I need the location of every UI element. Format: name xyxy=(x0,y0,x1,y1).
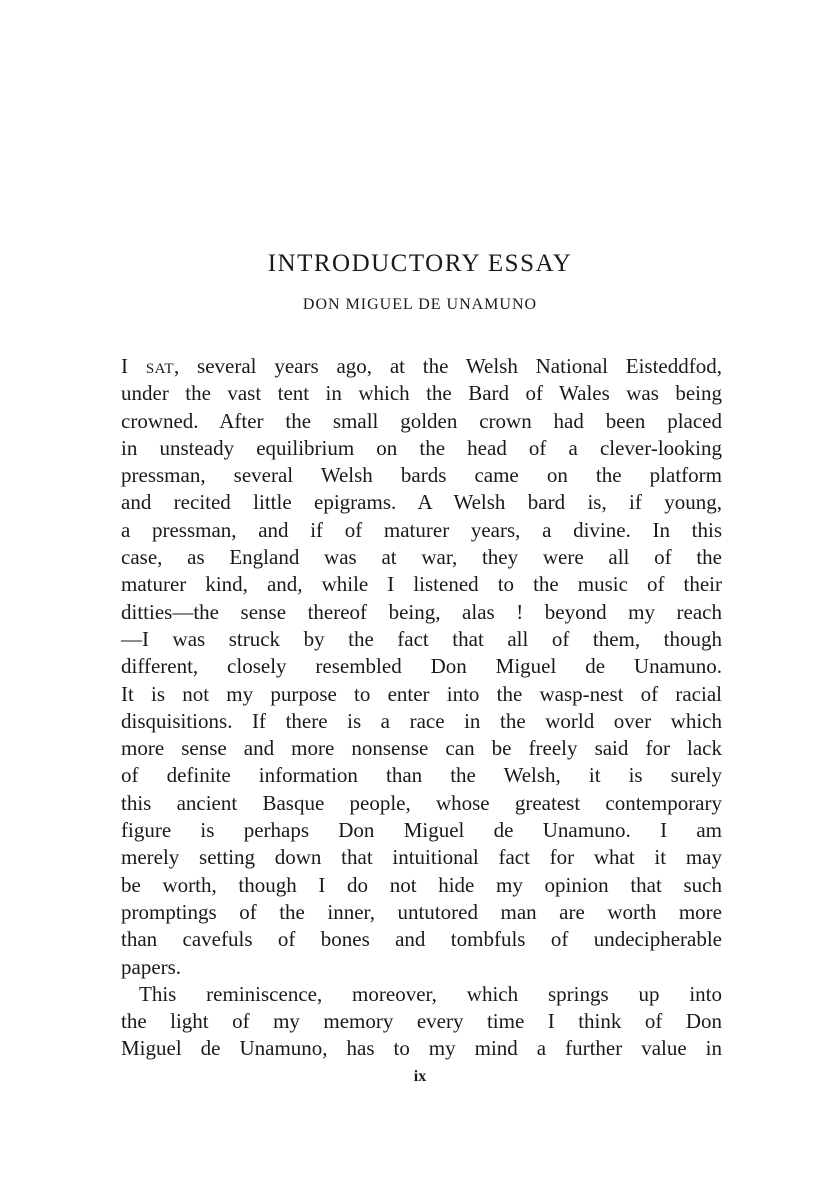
text-line: and recited little epigrams. A Welsh bard is, if young, xyxy=(121,490,722,515)
text-line: merely setting down that intuitional fact for what it may xyxy=(121,845,722,870)
text-line: this ancient Basque people, whose greatest contemporary xyxy=(121,790,722,815)
text-line: Miguel de Unamuno, has to my mind a further value in xyxy=(121,1036,722,1061)
text-line: the light of my memory every time I think of Don xyxy=(121,1009,722,1034)
essay-body xyxy=(121,353,722,1063)
text-line: —I was struck by the fact that all of them, though xyxy=(121,626,722,651)
page-title: INTRODUCTORY ESSAY xyxy=(267,250,573,277)
text-line: under the vast tent in which the Bard of Wales was being xyxy=(121,381,722,406)
text-line: be worth, though I do not hide my opinion that such xyxy=(121,872,722,897)
text-line: a pressman, and if of maturer years, a divine. In this xyxy=(121,517,722,542)
text-line: It is not my purpose to enter into the wasp-nest of racial xyxy=(121,681,722,706)
text-line: different, closely resembled Don Miguel de Unamuno. xyxy=(121,654,722,679)
text-line: case, as England was at war, they were all of the xyxy=(121,545,722,570)
text-line: ditties—the sense thereof being, alas ! beyond my reach xyxy=(121,599,722,624)
text-line-content: , several years ago, at the Welsh National Eisteddfod, xyxy=(174,354,722,378)
text-line: in unsteady equilibrium on the head of a clever-looking xyxy=(121,435,722,460)
first-word: I xyxy=(121,354,128,378)
text-line xyxy=(121,353,722,380)
page-number: ix xyxy=(413,1068,427,1085)
text-line: maturer kind, and, while I listened to the music of their xyxy=(121,572,722,597)
text-line: figure is perhaps Don Miguel de Unamuno. I am xyxy=(121,818,722,843)
small-caps-word: SAT xyxy=(145,361,174,377)
text-line: promptings of the inner, untutored man are worth more xyxy=(121,899,722,924)
text-line: than cavefuls of bones and tombfuls of undecipherable xyxy=(121,927,722,952)
text-line: disquisitions. If there is a race in the world over which xyxy=(121,708,722,733)
text-line: pressman, several Welsh bards came on the platform xyxy=(121,463,722,488)
text-line: This reminiscence, moreover, which springs up into xyxy=(139,981,722,1006)
text-line: papers. xyxy=(121,954,182,979)
text-line: more sense and more nonsense can be freely said for lack xyxy=(121,736,722,761)
text-line: of definite information than the Welsh, it is surely xyxy=(121,763,722,788)
page-subtitle: DON MIGUEL DE UNAMUNO xyxy=(302,296,538,313)
text-line: crowned. After the small golden crown had been placed xyxy=(121,408,722,433)
